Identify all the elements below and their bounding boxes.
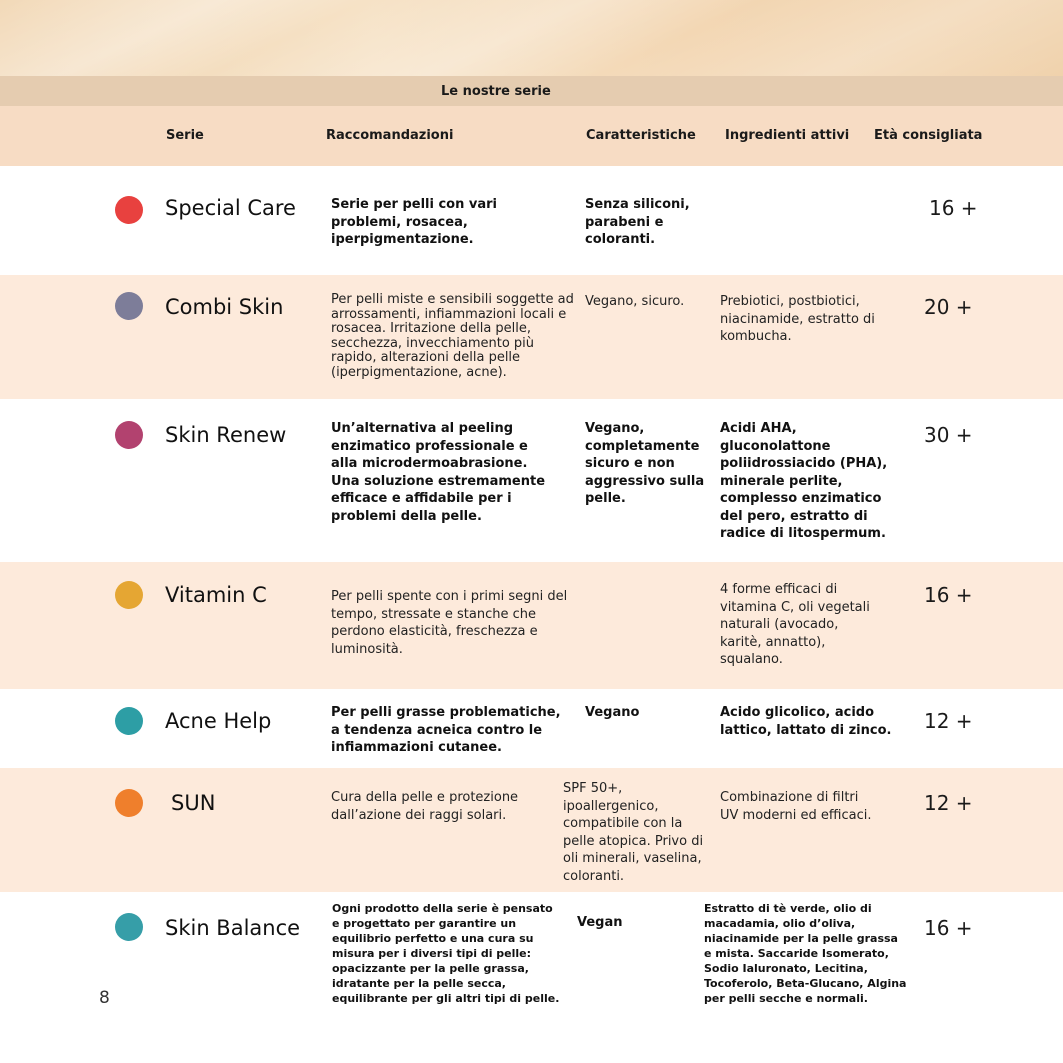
column-header-ingredients: Ingredienti attivi — [725, 128, 850, 143]
header-banner-image — [0, 0, 1063, 76]
series-name: Acne Help — [165, 709, 272, 733]
series-recommendations: Ogni prodotto della serie è pensato e progettato per garantire un equilibrio perfetto e una cura su misura per i diversi tipi di pelle: opacizzante per la pelle grassa, idratante per la pelle secca, equilibrante per gli altri tipi di pelle. — [332, 902, 560, 1005]
series-ingredients: Acido glicolico, acido lattico, lattato di zinco. — [720, 705, 892, 738]
series-name: Skin Renew — [165, 423, 287, 447]
series-age: 12 + — [924, 709, 973, 733]
column-header-features: Caratteristiche — [586, 128, 696, 143]
series-age: 12 + — [924, 791, 973, 815]
table-row — [0, 399, 1063, 562]
series-name: Special Care — [165, 196, 296, 220]
series-age: 20 + — [924, 295, 973, 319]
series-color-dot — [115, 913, 143, 941]
series-color-dot — [115, 789, 143, 817]
series-color-dot — [115, 581, 143, 609]
series-name: Combi Skin — [165, 295, 284, 319]
series-recommendations: Per pelli miste e sensibili soggette ad arrossamenti, infiammazioni locali e rosacea. Irritazione della pelle, secchezza, invecchiamento più rapido, alterazioni della pelle (iperpigmentazione, acne). — [331, 292, 574, 380]
table-row — [0, 892, 1063, 1063]
table-row — [0, 562, 1063, 689]
series-recommendations: Serie per pelli con vari problemi, rosacea, iperpigmentazione. — [331, 197, 497, 247]
series-age: 30 + — [924, 423, 973, 447]
column-header-series: Serie — [166, 128, 204, 143]
table-row — [0, 275, 1063, 399]
series-name: Vitamin C — [165, 583, 267, 607]
series-features: Vegan — [577, 915, 623, 930]
series-features: Vegano, completamente sicuro e non aggressivo sulla pelle. — [585, 421, 705, 506]
series-features: Vegano — [585, 705, 640, 720]
table-row — [0, 768, 1063, 892]
page-number: 8 — [99, 988, 110, 1008]
series-recommendations: Un’alternativa al peeling enzimatico professionale e alla microdermoabrasione. Una soluzione estremamente efficace e affidabile per i problemi della pelle. — [331, 421, 546, 524]
series-color-dot — [115, 707, 143, 735]
section-header — [0, 76, 1063, 106]
series-ingredients: Acidi AHA, gluconolattone poliidrossiacido (PHA), minerale perlite, complesso enzimatico del pero, estratto di radice di litospermum. — [720, 421, 888, 541]
series-age: 16 + — [929, 196, 978, 220]
series-ingredients: Prebiotici, postbiotici, niacinamide, estratto di kombucha. — [720, 294, 875, 344]
series-color-dot — [115, 421, 143, 449]
series-features: SPF 50+, ipoallergenico, compatibile con la pelle atopica. Privo di oli minerali, vaselina, coloranti. — [563, 781, 704, 884]
series-ingredients: Estratto di tè verde, olio di macadamia, olio d’oliva, niacinamide per la pelle grassa e mista. Saccaride Isomerato, Sodio Ialuronato, Lecitina, Tocoferolo, Beta-Glucano, Algina per pelli secche e normali. — [704, 902, 907, 1005]
series-name: SUN — [171, 791, 216, 815]
series-name: Skin Balance — [165, 916, 301, 940]
series-recommendations: Per pelli grasse problematiche, a tendenza acneica contro le infiammazioni cutanee. — [331, 705, 561, 755]
table-row — [0, 689, 1063, 768]
table-column-headers — [0, 106, 1063, 166]
column-header-recommendations: Raccomandazioni — [326, 128, 454, 143]
series-age: 16 + — [924, 916, 973, 940]
section-title: Le nostre serie — [441, 84, 551, 99]
series-features: Senza siliconi, parabeni e coloranti. — [585, 197, 690, 247]
series-recommendations: Cura della pelle e protezione dall’azione dei raggi solari. — [331, 790, 519, 823]
series-features: Vegano, sicuro. — [585, 294, 685, 309]
series-recommendations: Per pelli spente con i primi segni del tempo, stressate e stanche che perdono elasticità, freschezza e luminosità. — [331, 589, 568, 657]
column-header-age: Età consigliata — [874, 128, 983, 143]
series-age: 16 + — [924, 583, 973, 607]
series-ingredients: 4 forme efficaci di vitamina C, oli vegetali naturali (avocado, karitè, annatto), squalano. — [720, 582, 870, 667]
series-ingredients: Combinazione di filtri UV moderni ed efficaci. — [720, 790, 872, 823]
series-color-dot — [115, 196, 143, 224]
series-color-dot — [115, 292, 143, 320]
table-row — [0, 166, 1063, 275]
